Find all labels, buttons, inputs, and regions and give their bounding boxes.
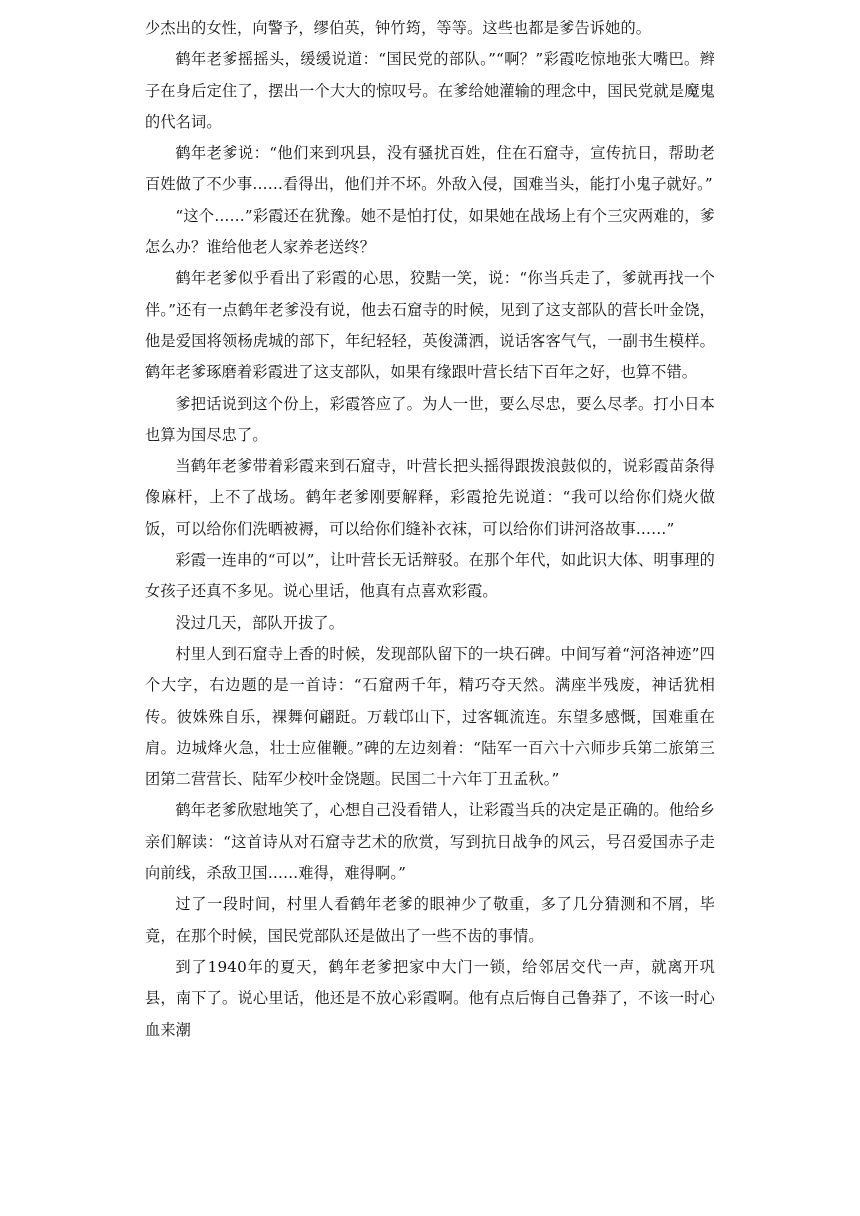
paragraph-6: 爹把话说到这个份上，彩霞答应了。为人一世，要么尽忠，要么尽孝。打小日本也算为国尽忠了。 (145, 394, 715, 444)
paragraph-7: 当鹤年老爹带着彩霞来到石窟寺，叶营长把头摇得跟拨浪鼓似的，说彩霞苗条得像麻杆，上不了战场。鹤年老爹刚要解释，彩霞抢先说道：“我可以给你们烧火做饭，可以给你们洗晒被褥，可以给你们缝补衣袜，可以给你们讲河洛故事……” (145, 457, 715, 538)
paragraph-2: 鹤年老爹摇摇头，缓缓说道：“国民党的部队。”“啊？”彩霞吃惊地张大嘴巴。辫子在身后定住了，摆出一个大大的惊叹号。在爹给她灌输的理念中，国民党就是魔鬼的代名词。 (145, 50, 715, 131)
paragraph-11: 鹤年老爹欣慰地笑了，心想自己没看错人，让彩霞当兵的决定是正确的。他给乡亲们解读：“这首诗从对石窟寺艺术的欣赏，写到抗日战争的风云，号召爱国赤子走向前线，杀敌卫国……难得，难得啊。” (145, 801, 715, 883)
paragraph-12: 过了一段时间，村里人看鹤年老爹的眼神少了敬重，多了几分猜测和不屑，毕竟，在那个时候，国民党部队还是做出了一些不齿的事情。 (145, 895, 715, 945)
paragraph-9: 没过几天，部队开拔了。 (175, 613, 345, 632)
paragraph-10: 村里人到石窟寺上香的时候，发现部队留下的一块石碑。中间写着“河洛神迹”四个大字，右边题的是一首诗：“石窟两千年，精巧夺天然。满座半残废，神话犹相传。彼姝殊自乐，裸舞何翩跹。万载邙山下，过客辄流连。东望多感慨，国难重在肩。边城烽火急，壮士应催鞭。”碑的左边刻着：“陆军一百六十六师步兵第二旅第三团第二营营长、陆军少校叶金饶题。民国二十六年丁丑孟秋。” (145, 644, 715, 789)
paragraph-13: 到了1940年的夏天，鹤年老爹把家中大门一锁，给邻居交代一声，就离开巩县，南下了。说心里话，他还是不放心彩霞啊。他有点后悔自己鲁莽了，不该一时心血来潮 (145, 957, 715, 1039)
paragraph-8: 彩霞一连串的“可以”，让叶营长无话辩驳。在那个年代，如此识大体、明事理的女孩子还真不多见。说心里话，他真有点喜欢彩霞。 (145, 551, 715, 601)
paragraph-1: 少杰出的女性，向警予，缪伯英，钟竹筠，等等。这些也都是爹告诉她的。 (145, 19, 652, 37)
paragraph-3: 鹤年老爹说：“他们来到巩县，没有骚扰百姓，住在石窟寺，宣传抗日，帮助老百姓做了不少事……看得出，他们并不坏。外敌入侵，国难当头，能打小鬼子就好。” (145, 144, 715, 194)
paragraph-4: “这个……”彩霞还在犹豫。她不是怕打仗，如果她在战场上有个三灾两难的，爹怎么办？谁给他老人家养老送终？ (145, 206, 715, 257)
paragraph-5: 鹤年老爹似乎看出了彩霞的心思，狡黠一笑，说：“你当兵走了，爹就再找一个伴。”还有一点鹤年老爹没有说，他去石窟寺的时候，见到了这支部队的营长叶金饶，他是爱国将领杨虎城的部下，年纪轻轻，英俊潇洒，说话客客气气，一副书生模样。鹤年老爹琢磨着彩霞进了这支部队，如果有缘跟叶营长结下百年之好，也算不错。 (145, 269, 715, 382)
